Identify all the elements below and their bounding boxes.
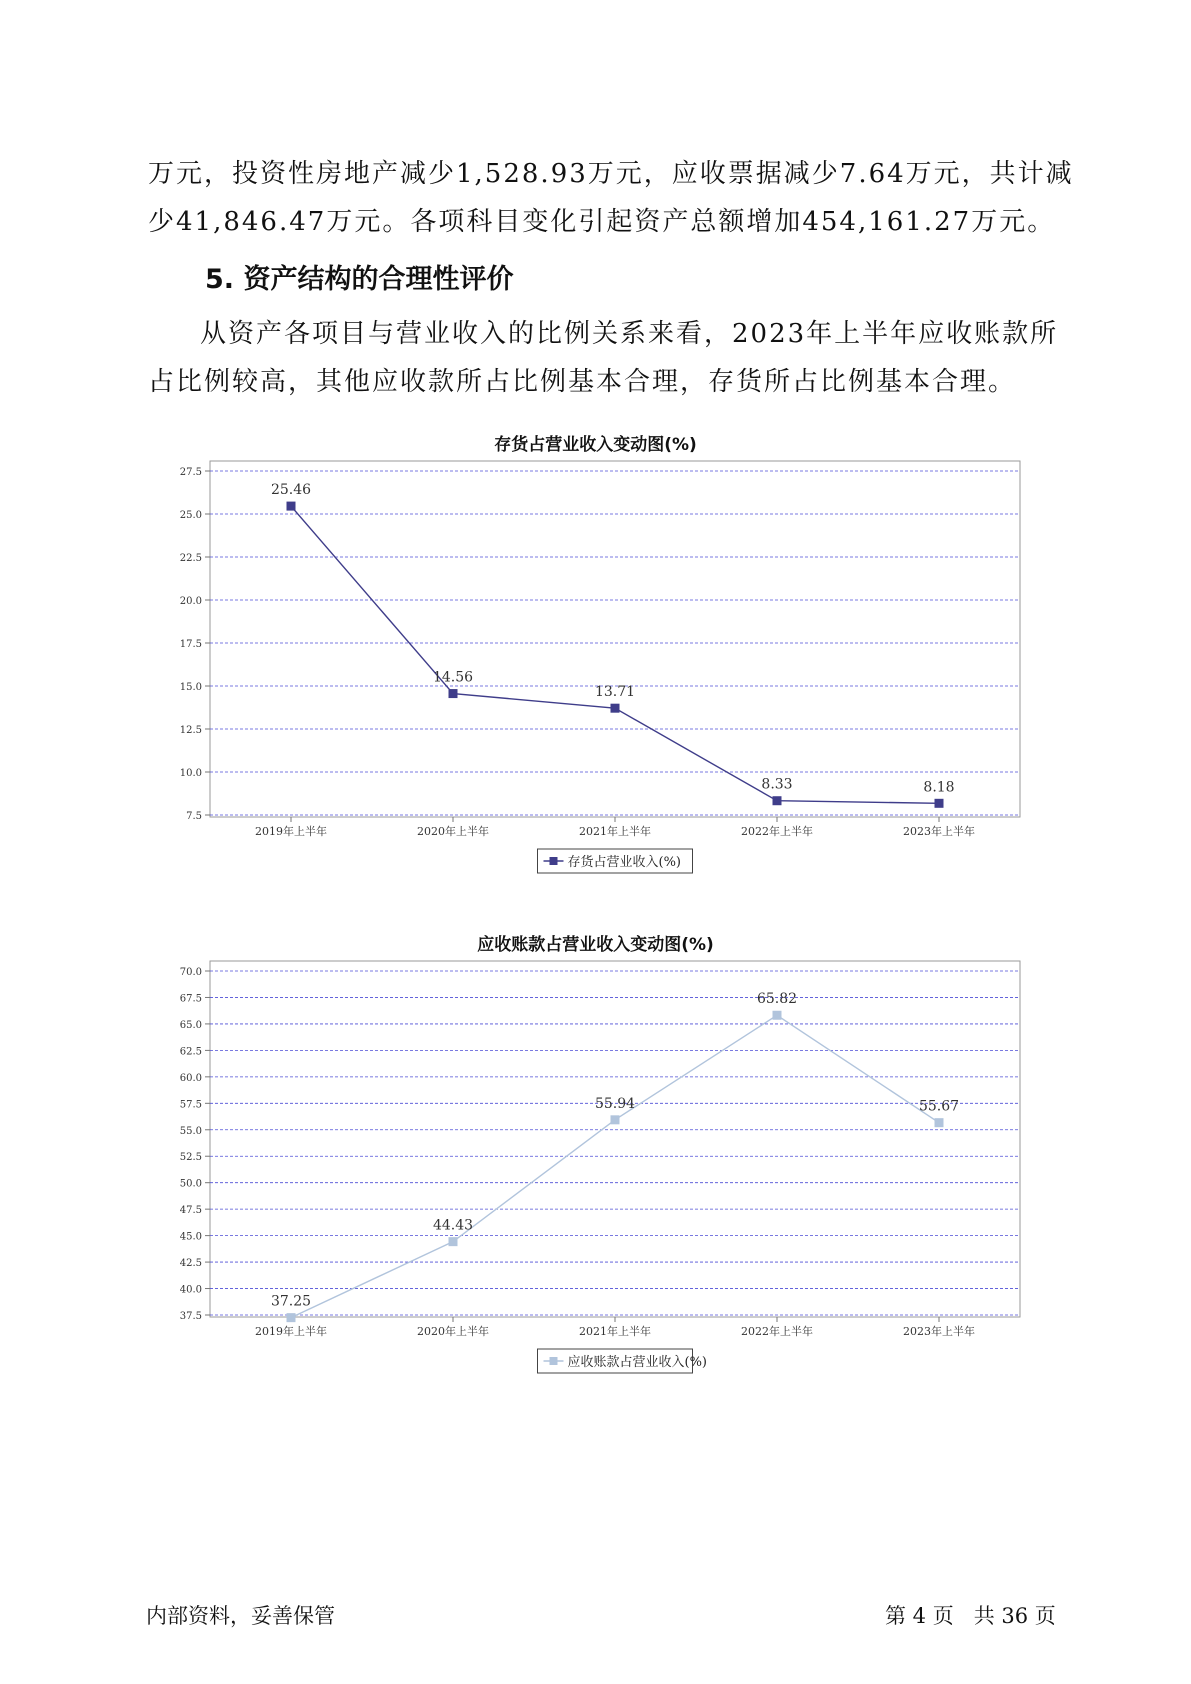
y-tick-label: 37.5 bbox=[179, 1311, 202, 1322]
y-tick-label: 12.5 bbox=[179, 725, 202, 736]
data-point-marker bbox=[935, 799, 944, 808]
y-tick-label: 20.0 bbox=[179, 596, 202, 607]
body-paragraph-line: 少41,846.47万元。各项科目变化引起资产总额增加454,161.27万元。 bbox=[148, 207, 1056, 237]
data-point-marker bbox=[611, 704, 620, 713]
plot-frame bbox=[210, 461, 1020, 817]
y-tick-label: 42.5 bbox=[179, 1258, 202, 1270]
data-point-marker bbox=[935, 1118, 944, 1127]
data-label: 65.82 bbox=[756, 991, 798, 1008]
data-label: 55.67 bbox=[918, 1098, 960, 1115]
data-point-marker bbox=[773, 1011, 782, 1020]
y-tick-label: 15.0 bbox=[179, 682, 202, 693]
section-heading: 5. 资产结构的合理性评价 bbox=[205, 264, 514, 295]
data-point-marker bbox=[287, 502, 296, 511]
legend-marker bbox=[550, 1357, 558, 1365]
data-point-marker bbox=[449, 689, 458, 698]
data-point-marker bbox=[773, 796, 782, 805]
receivables-line-chart bbox=[150, 955, 1030, 1380]
y-tick-label: 70.0 bbox=[179, 967, 202, 978]
x-tick-label: 2023年上半年 bbox=[903, 1325, 975, 1338]
chart-title-inventory: 存货占营业收入变动图(%) bbox=[494, 435, 697, 455]
x-tick-label: 2021年上半年 bbox=[579, 825, 651, 838]
y-tick-label: 65.0 bbox=[179, 1019, 202, 1031]
footer-page-number: 第 4 页 共 36 页 bbox=[885, 1604, 1056, 1628]
y-tick-label: 67.5 bbox=[179, 993, 202, 1005]
x-tick-label: 2019年上半年 bbox=[255, 825, 327, 838]
y-tick-label: 7.5 bbox=[186, 811, 202, 822]
data-label: 8.33 bbox=[761, 776, 793, 793]
body-paragraph-line: 万元，投资性房地产减少1,528.93万元，应收票据减少7.64万元，共计减 bbox=[148, 159, 1074, 189]
y-tick-label: 50.0 bbox=[179, 1178, 202, 1190]
y-tick-label: 17.5 bbox=[179, 639, 202, 650]
data-label: 37.25 bbox=[270, 1293, 312, 1310]
chart-title-receivables: 应收账款占营业收入变动图(%) bbox=[477, 935, 714, 955]
plot-frame bbox=[210, 961, 1020, 1317]
data-point-marker bbox=[287, 1313, 296, 1322]
y-tick-label: 52.5 bbox=[179, 1152, 202, 1164]
data-label: 25.46 bbox=[270, 482, 312, 499]
y-tick-label: 55.0 bbox=[179, 1125, 202, 1137]
data-point-marker bbox=[449, 1237, 458, 1246]
x-tick-label: 2020年上半年 bbox=[417, 1325, 489, 1338]
x-tick-label: 2019年上半年 bbox=[255, 1325, 327, 1338]
x-tick-label: 2021年上半年 bbox=[579, 1325, 651, 1338]
data-label: 55.94 bbox=[594, 1095, 636, 1112]
y-tick-label: 40.0 bbox=[179, 1284, 202, 1296]
data-point-marker bbox=[611, 1115, 620, 1124]
inventory-line-chart bbox=[150, 455, 1030, 880]
body-paragraph-line: 从资产各项目与营业收入的比例关系来看，2023年上半年应收账款所 bbox=[200, 319, 1059, 349]
data-label: 8.18 bbox=[923, 779, 955, 796]
y-tick-label: 45.0 bbox=[179, 1231, 202, 1243]
x-tick-label: 2022年上半年 bbox=[741, 1325, 813, 1338]
y-tick-label: 10.0 bbox=[179, 768, 202, 779]
x-tick-label: 2020年上半年 bbox=[417, 825, 489, 838]
y-tick-label: 47.5 bbox=[179, 1205, 202, 1217]
legend-label: 存货占营业收入(%) bbox=[567, 855, 681, 870]
legend-marker bbox=[550, 857, 558, 865]
y-tick-label: 62.5 bbox=[179, 1046, 202, 1058]
y-tick-label: 60.0 bbox=[179, 1072, 202, 1084]
body-paragraph-line: 占比例较高，其他应收款所占比例基本合理，存货所占比例基本合理。 bbox=[148, 367, 1017, 397]
y-tick-label: 57.5 bbox=[179, 1099, 202, 1111]
chart-legend bbox=[538, 849, 693, 873]
data-label: 44.43 bbox=[432, 1217, 474, 1234]
y-tick-label: 22.5 bbox=[179, 553, 202, 564]
legend-label: 应收账款占营业收入(%) bbox=[567, 1355, 707, 1370]
y-tick-label: 27.5 bbox=[179, 467, 202, 478]
chart-legend bbox=[538, 1349, 708, 1373]
y-tick-label: 25.0 bbox=[179, 510, 202, 521]
x-tick-label: 2022年上半年 bbox=[741, 825, 813, 838]
footer-confidential: 内部资料，妥善保管 bbox=[146, 1604, 335, 1628]
data-label: 13.71 bbox=[594, 684, 636, 701]
x-tick-label: 2023年上半年 bbox=[903, 825, 975, 838]
data-label: 14.56 bbox=[432, 669, 474, 686]
